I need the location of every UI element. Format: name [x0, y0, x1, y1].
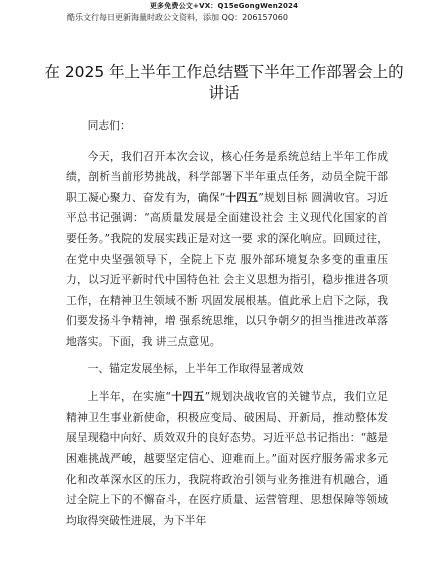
header-line: 酷乐文行每日更新海量时政公文资料，添加 QQ：206157060 — [67, 13, 288, 22]
paragraph-section1 — [66, 387, 388, 531]
paragraph-section1-text: 上半年，在实施“ — [87, 390, 171, 404]
document-body — [66, 116, 388, 531]
paragraph-intro — [66, 147, 388, 353]
emphasis-text: 十四五 — [170, 390, 205, 404]
top-banner: 更多免费公文+VX：Q15eGongWen2024 — [149, 2, 299, 10]
paragraph-intro-text: 今天，我们召开本次会议，核心任务是系统总结上半年工作成绩，剖析当前形势挑战，科学部署下半年重点任务，动员全院干部职工凝心聚力、奋发有为，确保“ — [66, 149, 388, 204]
document-title: 在 2025 年上半年工作总结暨下半年工作部署会上的讲话 — [44, 63, 404, 102]
section-heading: 一、锚定发展坐标，上半年工作取得显著成效 — [87, 361, 304, 375]
salutation: 同志们： — [87, 119, 131, 132]
emphasis-text: 十四五 — [225, 190, 259, 204]
paragraph-intro-tail: ”规划目标 圆满收官。习近平总书记强调：“高质量发展是全面建设社会 主义现代化国家的首要任务。”我院的发展实践正是对这一要 求的深化响应。回顾过往，在党中央坚强领导下，全院上下克 服外部环境复杂多变的重重压力，以习近平新时代中国特色社 会主义思想为指引，稳步推进各项工作，在精神卫生领域不断 巩固发展根基。值此承上启下之际，我们要发扬斗争精神，增 强系统思维，以只争朝夕的担当推进改革落地落实。下面，我 讲三点意见。 — [66, 190, 389, 348]
paragraph-section1-tail: ”规划决战收官的关键节点，我们立足精神卫生事业新使命，积极应变局、破困局、开新局，推动整体发展呈现稳中向好、质效双升的良好态势。习近平总书记指出：“越是困难挑战严峻，越要坚定信心、迎难而上。”面对医疗服务需求多元化和改革深水区的压力，我院将政治引领与业务推进有机融合，通过全院上下的不懈奋斗，在医疗质量、运营管理、思想保障等领域均取得突破性进展，为下半年 — [66, 390, 388, 527]
